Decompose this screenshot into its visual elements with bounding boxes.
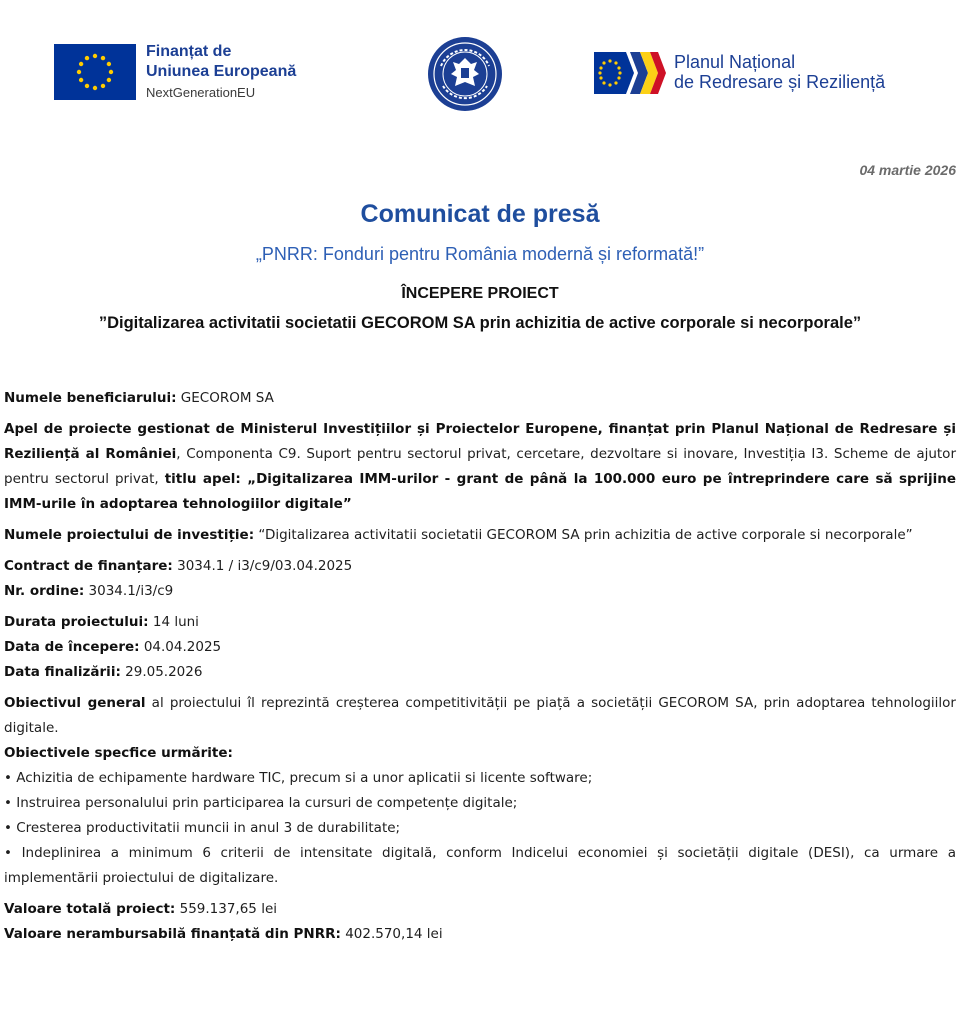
beneficiary-value: GECOROM SA bbox=[176, 390, 274, 406]
grant-value-amount: 402.570,14 lei bbox=[340, 926, 443, 942]
pnrr-line-1: Planul Național bbox=[674, 52, 796, 72]
contract-row bbox=[4, 554, 956, 579]
press-release-body bbox=[4, 386, 956, 947]
grant-value-row bbox=[4, 922, 956, 947]
eu-line-2: Uniunea Europeană bbox=[146, 63, 297, 80]
pnrr-flag-arrow-icon bbox=[594, 52, 666, 94]
contract-value: 3034.1 / i3/c9/03.04.2025 bbox=[172, 558, 353, 574]
objective-value: al proiectului îl reprezintă creșterea competitivității pe piață a societății GECOROM SA, prin adoptarea tehnologiilor digitale. bbox=[4, 695, 956, 736]
list-item: • Cresterea productivitatii muncii in anul 3 de durabilitate; bbox=[4, 820, 401, 836]
pnrr-line-2: de Redresare și Reziliență bbox=[674, 72, 886, 92]
project-title: ”Digitalizarea activitatii societatii GECOROM SA prin achizitia de active corporale si necorporale” bbox=[98, 314, 862, 332]
specific-objectives-heading bbox=[4, 741, 956, 766]
list-item: • Indeplinirea a minimum 6 criterii de intensitate digitală, conform Indicelui economiei și societății digitale (DESI), ca urmare a implementării proiectului de digitalizare. bbox=[4, 845, 956, 886]
grant-value-label: Valoare nerambursabilă finanțată din PNRR: bbox=[4, 926, 341, 942]
press-release-date: 04 martie 2026 bbox=[859, 162, 956, 178]
pnrr-logo-text bbox=[674, 52, 885, 92]
duration-row bbox=[4, 610, 956, 635]
call-text-1: , Componenta C9. Suport pentru sectorul privat, cercetare, dezvoltare si inovare, Investiția I3. Scheme de ajutor pentru sectorul privat, bbox=[4, 446, 956, 487]
page-title: Comunicat de presă bbox=[360, 200, 600, 228]
duration-label: Durata proiectului: bbox=[4, 614, 149, 630]
eu-flag-icon bbox=[54, 44, 136, 100]
start-date-label: Data de începere: bbox=[4, 639, 140, 655]
header-logos bbox=[0, 0, 960, 140]
beneficiary-label: Numele beneficiarului: bbox=[4, 390, 177, 406]
objective-row bbox=[4, 691, 956, 741]
call-paragraph bbox=[4, 417, 956, 517]
specific-objectives-label: Obiectivele specfice urmărite: bbox=[4, 745, 233, 761]
duration-value: 14 luni bbox=[148, 614, 199, 630]
end-date-label: Data finalizării: bbox=[4, 664, 121, 680]
beneficiary-row bbox=[4, 386, 956, 411]
section-heading: ÎNCEPERE PROIECT bbox=[401, 285, 559, 302]
eu-line-1: Finanțat de bbox=[146, 43, 232, 60]
project-name-value: “Digitalizarea activitatii societatii GECOROM SA prin achizitia de active corporale si necorporale” bbox=[254, 527, 913, 543]
start-date-row bbox=[4, 635, 956, 660]
contract-label: Contract de finanțare: bbox=[4, 558, 173, 574]
end-date-value: 29.05.2026 bbox=[120, 664, 203, 680]
eu-stars-icon bbox=[54, 44, 136, 100]
objective-label: Obiectivul general bbox=[4, 695, 146, 711]
total-value-row bbox=[4, 897, 956, 922]
project-name-row bbox=[4, 523, 956, 548]
order-no-label: Nr. ordine: bbox=[4, 583, 85, 599]
romanian-government-seal-icon bbox=[427, 36, 503, 112]
list-item: • Instruirea personalului prin participarea la cursuri de competențe digitale; bbox=[4, 795, 518, 811]
eu-line-3: NextGenerationEU bbox=[146, 85, 256, 100]
page-subtitle: „PNRR: Fonduri pentru România modernă și reformată!” bbox=[255, 244, 705, 264]
start-date-value: 04.04.2025 bbox=[139, 639, 222, 655]
total-value-amount: 559.137,65 lei bbox=[175, 901, 277, 917]
project-name-label: Numele proiectului de investiție: bbox=[4, 527, 255, 543]
order-no-row bbox=[4, 579, 956, 604]
list-item: • Achizitia de echipamente hardware TIC, precum si a unor aplicatii si licente software; bbox=[4, 770, 593, 786]
end-date-row bbox=[4, 660, 956, 685]
call-bold-2: titlu apel: „Digitalizarea IMM-urilor - grant de până la 100.000 euro pe întreprindere care să sprijine IMM-urile în adoptarea tehnologiilor digitale” bbox=[4, 471, 957, 512]
call-bold-1: Apel de proiecte gestionat de Ministerul Investițiilor și Proiectelor Europene, finanțat prin Planul Național de Redresare și Reziliență al României bbox=[4, 421, 956, 462]
total-value-label: Valoare totală proiect: bbox=[4, 901, 176, 917]
order-no-value: 3034.1/i3/c9 bbox=[84, 583, 174, 599]
eu-funding-text bbox=[146, 42, 296, 104]
